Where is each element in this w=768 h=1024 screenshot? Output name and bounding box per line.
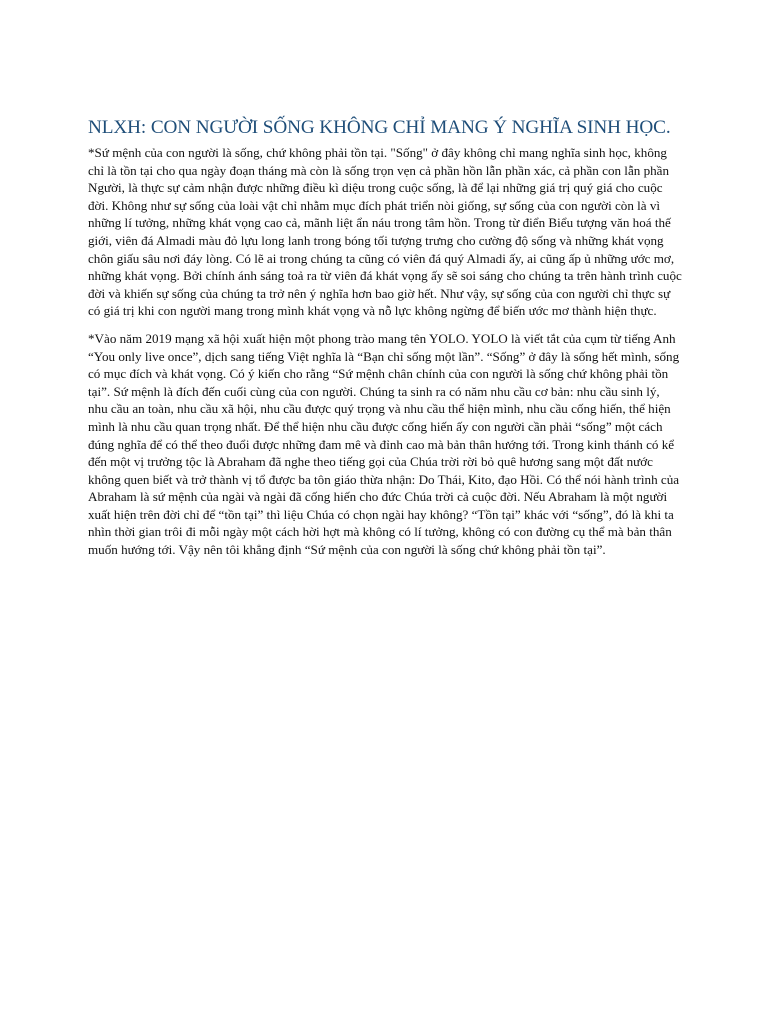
paragraph-2: *Vào năm 2019 mạng xã hội xuất hiện một phong trào mang tên YOLO. YOLO là viết tắt của cụm từ tiếng Anh “You only live once”, dịch sang tiếng Việt nghĩa là “Bạn chỉ sống một lần”. “Sống” ở đây là sống hết mình, sống có mục đích và khát vọng. Có ý kiến cho rằng “Sứ mệnh chân chính của con người là sống chứ không phải tồn tại”. Sứ mệnh là đích đến cuối cùng của con người. Chúng ta sinh ra có năm nhu cầu cơ bản: nhu cầu sinh lý, nhu cầu an toàn, nhu cầu xã hội, nhu cầu được quý trọng và nhu cầu thể hiện mình, nhu cầu cống hiến, thể hiện mình là nhu cầu quan trọng nhất. Để thể hiện nhu cầu được cống hiến ấy con người cần phải “sống” một cách đúng nghĩa để có thể theo đuổi được những đam mê và đỉnh cao mà bản thân hướng tới. Trong kinh thánh có kể đến một vị trưởng tộc là Abraham đã nghe theo tiếng gọi của Chúa trời rời bỏ quê hương sang một đất nước không quen biết và trở thành vị tổ được ba tôn giáo thừa nhận: Do Thái, Kito, đạo Hồi. Có thể nói hành trình của Abraham là sứ mệnh của ngài và ngài đã cống hiến cho đức Chúa trời cả cuộc đời. Nếu Abraham là một người xuất hiện trên đời chỉ để “tồn tại” thì liệu Chúa có chọn ngài hay không? “Tồn tại” khác với “sống”, đó là khi ta nhìn thời gian trôi đi mỗi ngày một cách hời hợt mà không có lí tưởng, không có con đường cụ thể mà bản thân muốn hướng tới. Vậy nên tôi khẳng định “Sứ mệnh của con người là sống chứ không phải tồn tại”. xyxy=(88,330,680,558)
document-page xyxy=(88,116,682,569)
paragraph-1: *Sứ mệnh của con người là sống, chứ không phải tồn tại. "Sống" ở đây không chỉ mang nghĩa sinh học, không chỉ là tồn tại cho qua ngày đoạn tháng mà còn là sống trọn vẹn cả phần hồn lẫn phần xác, cả phần con lẫn phần Người, là thực sự cảm nhận được những điều kì diệu trong cuộc sống, là để lại những giá trị quý giá cho cuộc đời. Không như sự sống của loài vật chỉ nhằm mục đích phát triển nòi giống, sự sống của con người còn là vì những lí tưởng, những khát vọng cao cả, mãnh liệt ẩn náu trong tâm hồn. Trong từ điển Biểu tượng văn hoá thế giới, viên đá Almadi màu đỏ lựu long lanh trong bóng tối tượng trưng cho cường độ sống và những khát vọng chôn giấu sâu nơi đáy lòng. Có lẽ ai trong chúng ta cũng có viên đá quý Almadi ấy, ai cũng ấp ủ những ước mơ, những khát vọng. Bởi chính ánh sáng toả ra từ viên đá khát vọng ấy sẽ soi sáng cho chúng ta trên hành trình cuộc đời và khiến sự sống của chúng ta trở nên ý nghĩa hơn bao giờ hết. Như vậy, sự sống của con người chỉ thực sự có giá trị khi con người mang trong mình khát vọng và nỗ lực không ngừng để biến ước mơ thành hiện thực. xyxy=(88,145,682,319)
document-title: NLXH: CON NGƯỜI SỐNG KHÔNG CHỈ MANG Ý NGHĨA SINH HỌC. xyxy=(88,117,671,138)
